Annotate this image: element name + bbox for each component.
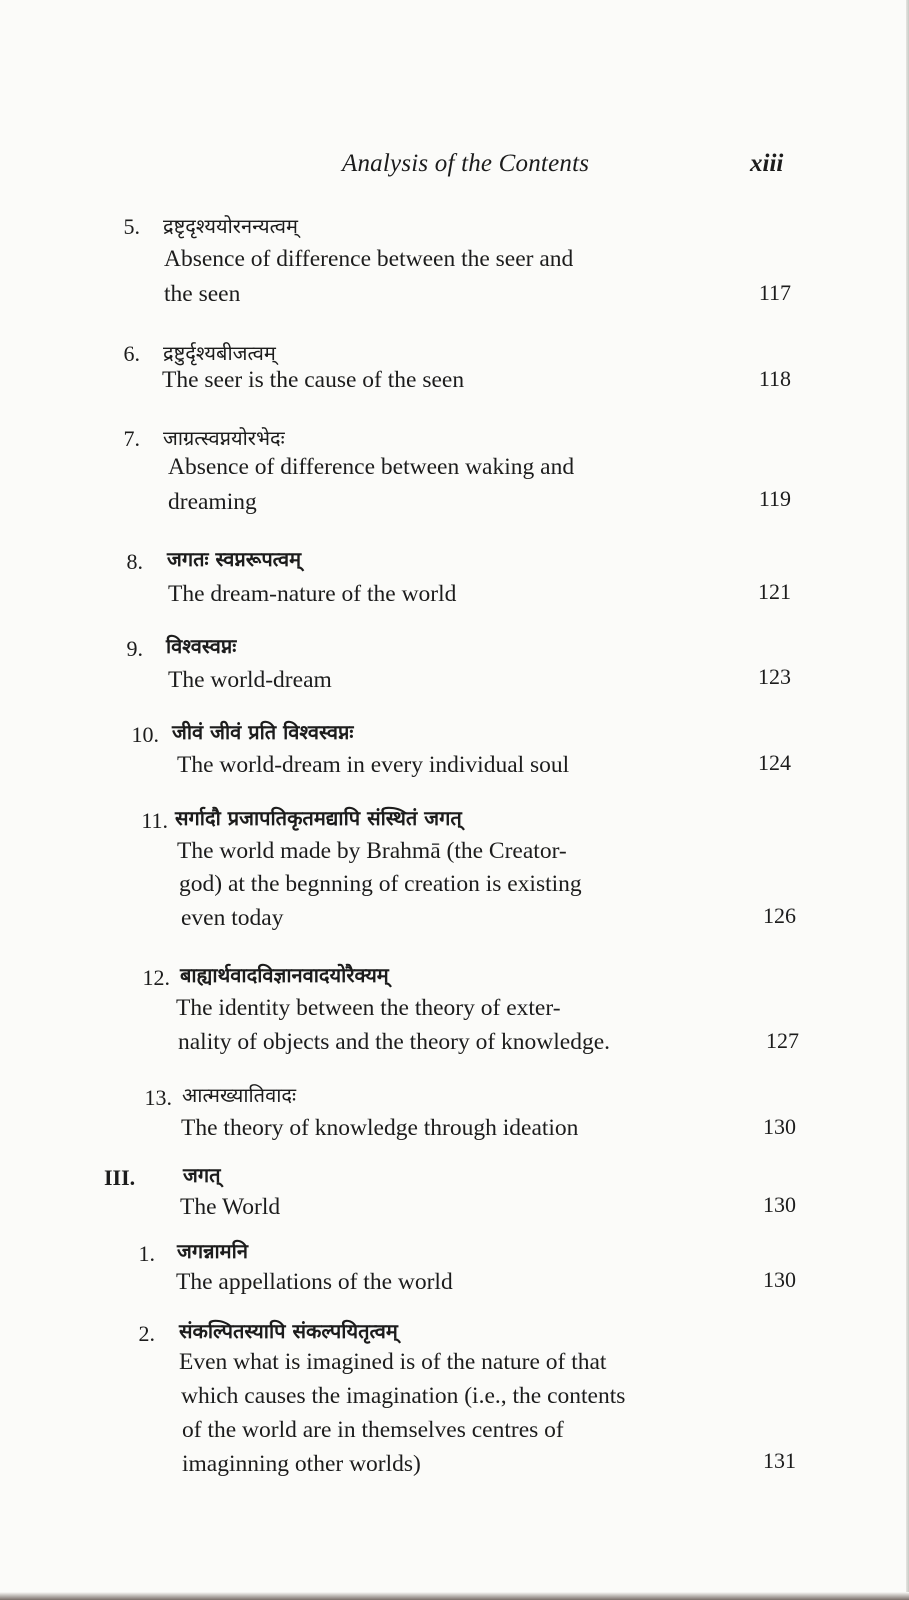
- entry-line: nality of objects and the theory of knowledge.: [178, 1029, 611, 1055]
- entry-page: 130: [763, 1267, 796, 1292]
- entry-number: 13.: [144, 1085, 172, 1110]
- header-page-number: xiii: [750, 150, 784, 177]
- entry-line: dreaming: [168, 489, 257, 515]
- entry-line: the seen: [164, 281, 241, 307]
- entry-page: 130: [763, 1114, 796, 1139]
- entry-line: even today: [181, 905, 284, 931]
- entry-page: 126: [763, 903, 796, 928]
- header-title: Analysis of the Contents: [342, 150, 590, 177]
- entry-sanskrit-title: विश्वस्वप्नः: [166, 634, 237, 658]
- entry-page: 118: [758, 366, 791, 391]
- entry-page: 117: [758, 280, 791, 305]
- page-bottom-shadow: [0, 1592, 909, 1600]
- entry-sanskrit-title: जगन्नामनि: [177, 1239, 248, 1263]
- entry-line: The dream-nature of the world: [168, 581, 457, 607]
- entry-sanskrit-title: द्रष्टृदृश्ययोरनन्यत्वम्: [163, 214, 298, 238]
- section-title: The World: [180, 1194, 281, 1220]
- entry-line: The world made by Brahmā (the Creator-: [177, 838, 567, 864]
- entry-page: 124: [758, 750, 791, 775]
- entry-line: The world-dream in every individual soul: [177, 752, 570, 778]
- entry-sanskrit-title: जीवं जीवं प्रति विश्वस्वप्नः: [172, 720, 354, 744]
- entry-line: The theory of knowledge through ideation: [181, 1115, 579, 1141]
- entry-number: 12.: [142, 965, 170, 990]
- entry-line: The identity between the theory of exter-: [176, 995, 561, 1021]
- entry-page: 121: [758, 579, 791, 604]
- section-page: 130: [763, 1192, 796, 1217]
- entry-number: 5.: [123, 214, 140, 239]
- entry-line: god) at the begnning of creation is existing: [179, 871, 582, 897]
- running-header: [0, 150, 909, 190]
- entry-sanskrit-title: बाह्यार्थवादविज्ञानवादयोरैक्यम्: [180, 963, 389, 987]
- entry-sanskrit-title: जाग्रत्स्वप्नयोरभेदः: [163, 426, 285, 450]
- entry-number: 11.: [141, 808, 168, 833]
- entry-line: imaginning other worlds): [182, 1451, 421, 1477]
- entry-number: 7.: [123, 426, 140, 451]
- entry-line: The world-dream: [168, 667, 332, 693]
- entry-line: Even what is imagined is of the nature of that: [179, 1349, 607, 1375]
- entry-sanskrit-title: जगतः स्वप्नरूपत्वम्: [167, 547, 302, 571]
- entry-sanskrit-title: सर्गादौ प्रजापतिकृतमद्यापि संस्थितं जगत्: [175, 806, 462, 830]
- entry-line: of the world are in themselves centres of: [182, 1417, 564, 1443]
- entry-page: 123: [758, 664, 791, 689]
- section-number: III.: [104, 1165, 136, 1190]
- entry-sanskrit-title: संकल्पितस्यापि संकल्पयितृत्वम्: [179, 1319, 398, 1343]
- entry-page: 119: [758, 486, 791, 511]
- entry-sanskrit-title: द्रष्टुर्दृश्यबीजत्वम्: [163, 341, 276, 365]
- entry-number: 1.: [138, 1241, 155, 1266]
- entry-number: 10.: [131, 722, 159, 747]
- entry-line: The seer is the cause of the seen: [162, 367, 465, 393]
- entry-line: Absence of difference between the seer and: [164, 246, 574, 272]
- entry-line: The appellations of the world: [176, 1269, 453, 1295]
- entry-number: 6.: [123, 341, 140, 366]
- entry-number: 8.: [126, 549, 143, 574]
- entry-line: which causes the imagination (i.e., the contents: [181, 1383, 626, 1409]
- section-sanskrit-title: जगत्: [183, 1163, 221, 1187]
- entry-number: 9.: [126, 636, 143, 661]
- entry-number: 2.: [138, 1321, 155, 1346]
- entry-line: Absence of difference between waking and: [168, 454, 575, 480]
- entry-sanskrit-title: आत्मख्यातिवादः: [182, 1083, 297, 1107]
- entry-page: 127: [766, 1028, 799, 1053]
- entry-page: 131: [763, 1448, 796, 1473]
